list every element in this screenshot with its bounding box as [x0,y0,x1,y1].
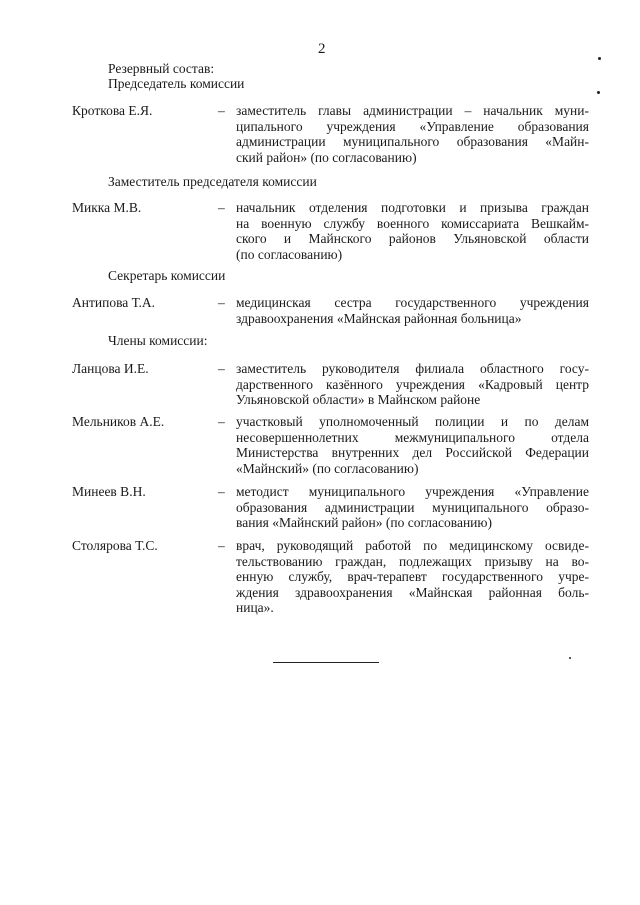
description-line: администрации муниципального образования «Майн- [236,134,589,149]
member-description [236,103,589,165]
description-line: ципального учреждения «Управление образования [236,118,589,134]
description-line: «Майнский» (по согласованию) [236,460,419,476]
description-line: здравоохранения «Майнская районная больница» [236,310,522,326]
reserve-title: Резервный состав: [108,61,215,76]
scan-speck [598,57,601,60]
description-line: ского и Майнского районов Ульяновской области [236,231,589,246]
member-dash: – [218,361,225,376]
description-line: несовершеннолетних межмуниципального отдела [236,429,589,445]
description-line: ница». [236,600,274,615]
description-line: медицинская сестра государственного учреждения [236,295,589,310]
member-description [236,361,589,408]
description-line: енную службу, врач-терапевт государственного учре- [236,569,589,584]
description-line: Ульяновской области» в Майнском районе [236,392,481,407]
member-name: Минеев В.Н. [72,484,146,499]
member-dash: – [218,200,225,215]
section-heading-deputy: Заместитель председателя комиссии [108,174,317,189]
member-name: Мельников А.Е. [72,414,165,429]
description-line: заместитель руководителя филиала областного госу- [236,361,589,376]
description-line: (по согласованию) [236,246,343,262]
description-line: ский район» (по согласованию) [236,149,417,165]
section-heading-chairman: Председатель комиссии [108,76,245,91]
scan-speck [597,91,600,94]
member-description [236,538,589,616]
member-name: Антипова Т.А. [72,295,156,310]
member-dash: – [218,103,225,118]
member-dash: – [218,538,225,553]
description-line: врач, руководящий работой по медицинскому освиде- [236,538,589,553]
member-description [236,414,589,476]
description-line: участковый уполномоченный полиции и по делам [236,414,589,429]
description-line: образования администрации муниципального образо- [236,499,589,515]
description-line: заместитель главы администрации – начальник муни- [236,103,589,118]
member-dash: – [218,484,225,499]
description-line: ждения здравоохранения «Майнская районная боль- [236,584,589,600]
member-name: Ланцова И.Е. [72,361,149,376]
scan-speck [569,657,571,659]
section-heading-members: Члены комиссии: [108,333,208,348]
description-line: тельствованию граждан, подлежащих призыву на во- [236,553,589,569]
member-name: Микка М.В. [72,200,142,215]
section-heading-secretary: Секретарь комиссии [108,268,226,283]
description-line: вания «Майнский район» (по согласованию) [236,515,492,530]
closing-rule [273,662,379,663]
member-description [236,295,589,326]
description-line: методист муниципального учреждения «Управление [236,484,589,499]
description-line: Министерства внутренних дел Российской Федерации [236,445,589,460]
member-description [236,200,589,262]
member-dash: – [218,295,225,310]
member-dash: – [218,414,225,429]
description-line: дарственного казённого учреждения «Кадровый центр [236,376,589,392]
member-name: Столярова Т.С. [72,538,158,553]
description-line: на военную службу военного комиссариата Вешкайм- [236,215,589,231]
page-number: 2 [318,41,326,57]
description-line: начальник отделения подготовки и призыва граждан [236,200,589,215]
member-description [236,484,589,531]
member-name: Кроткова Е.Я. [72,103,153,118]
